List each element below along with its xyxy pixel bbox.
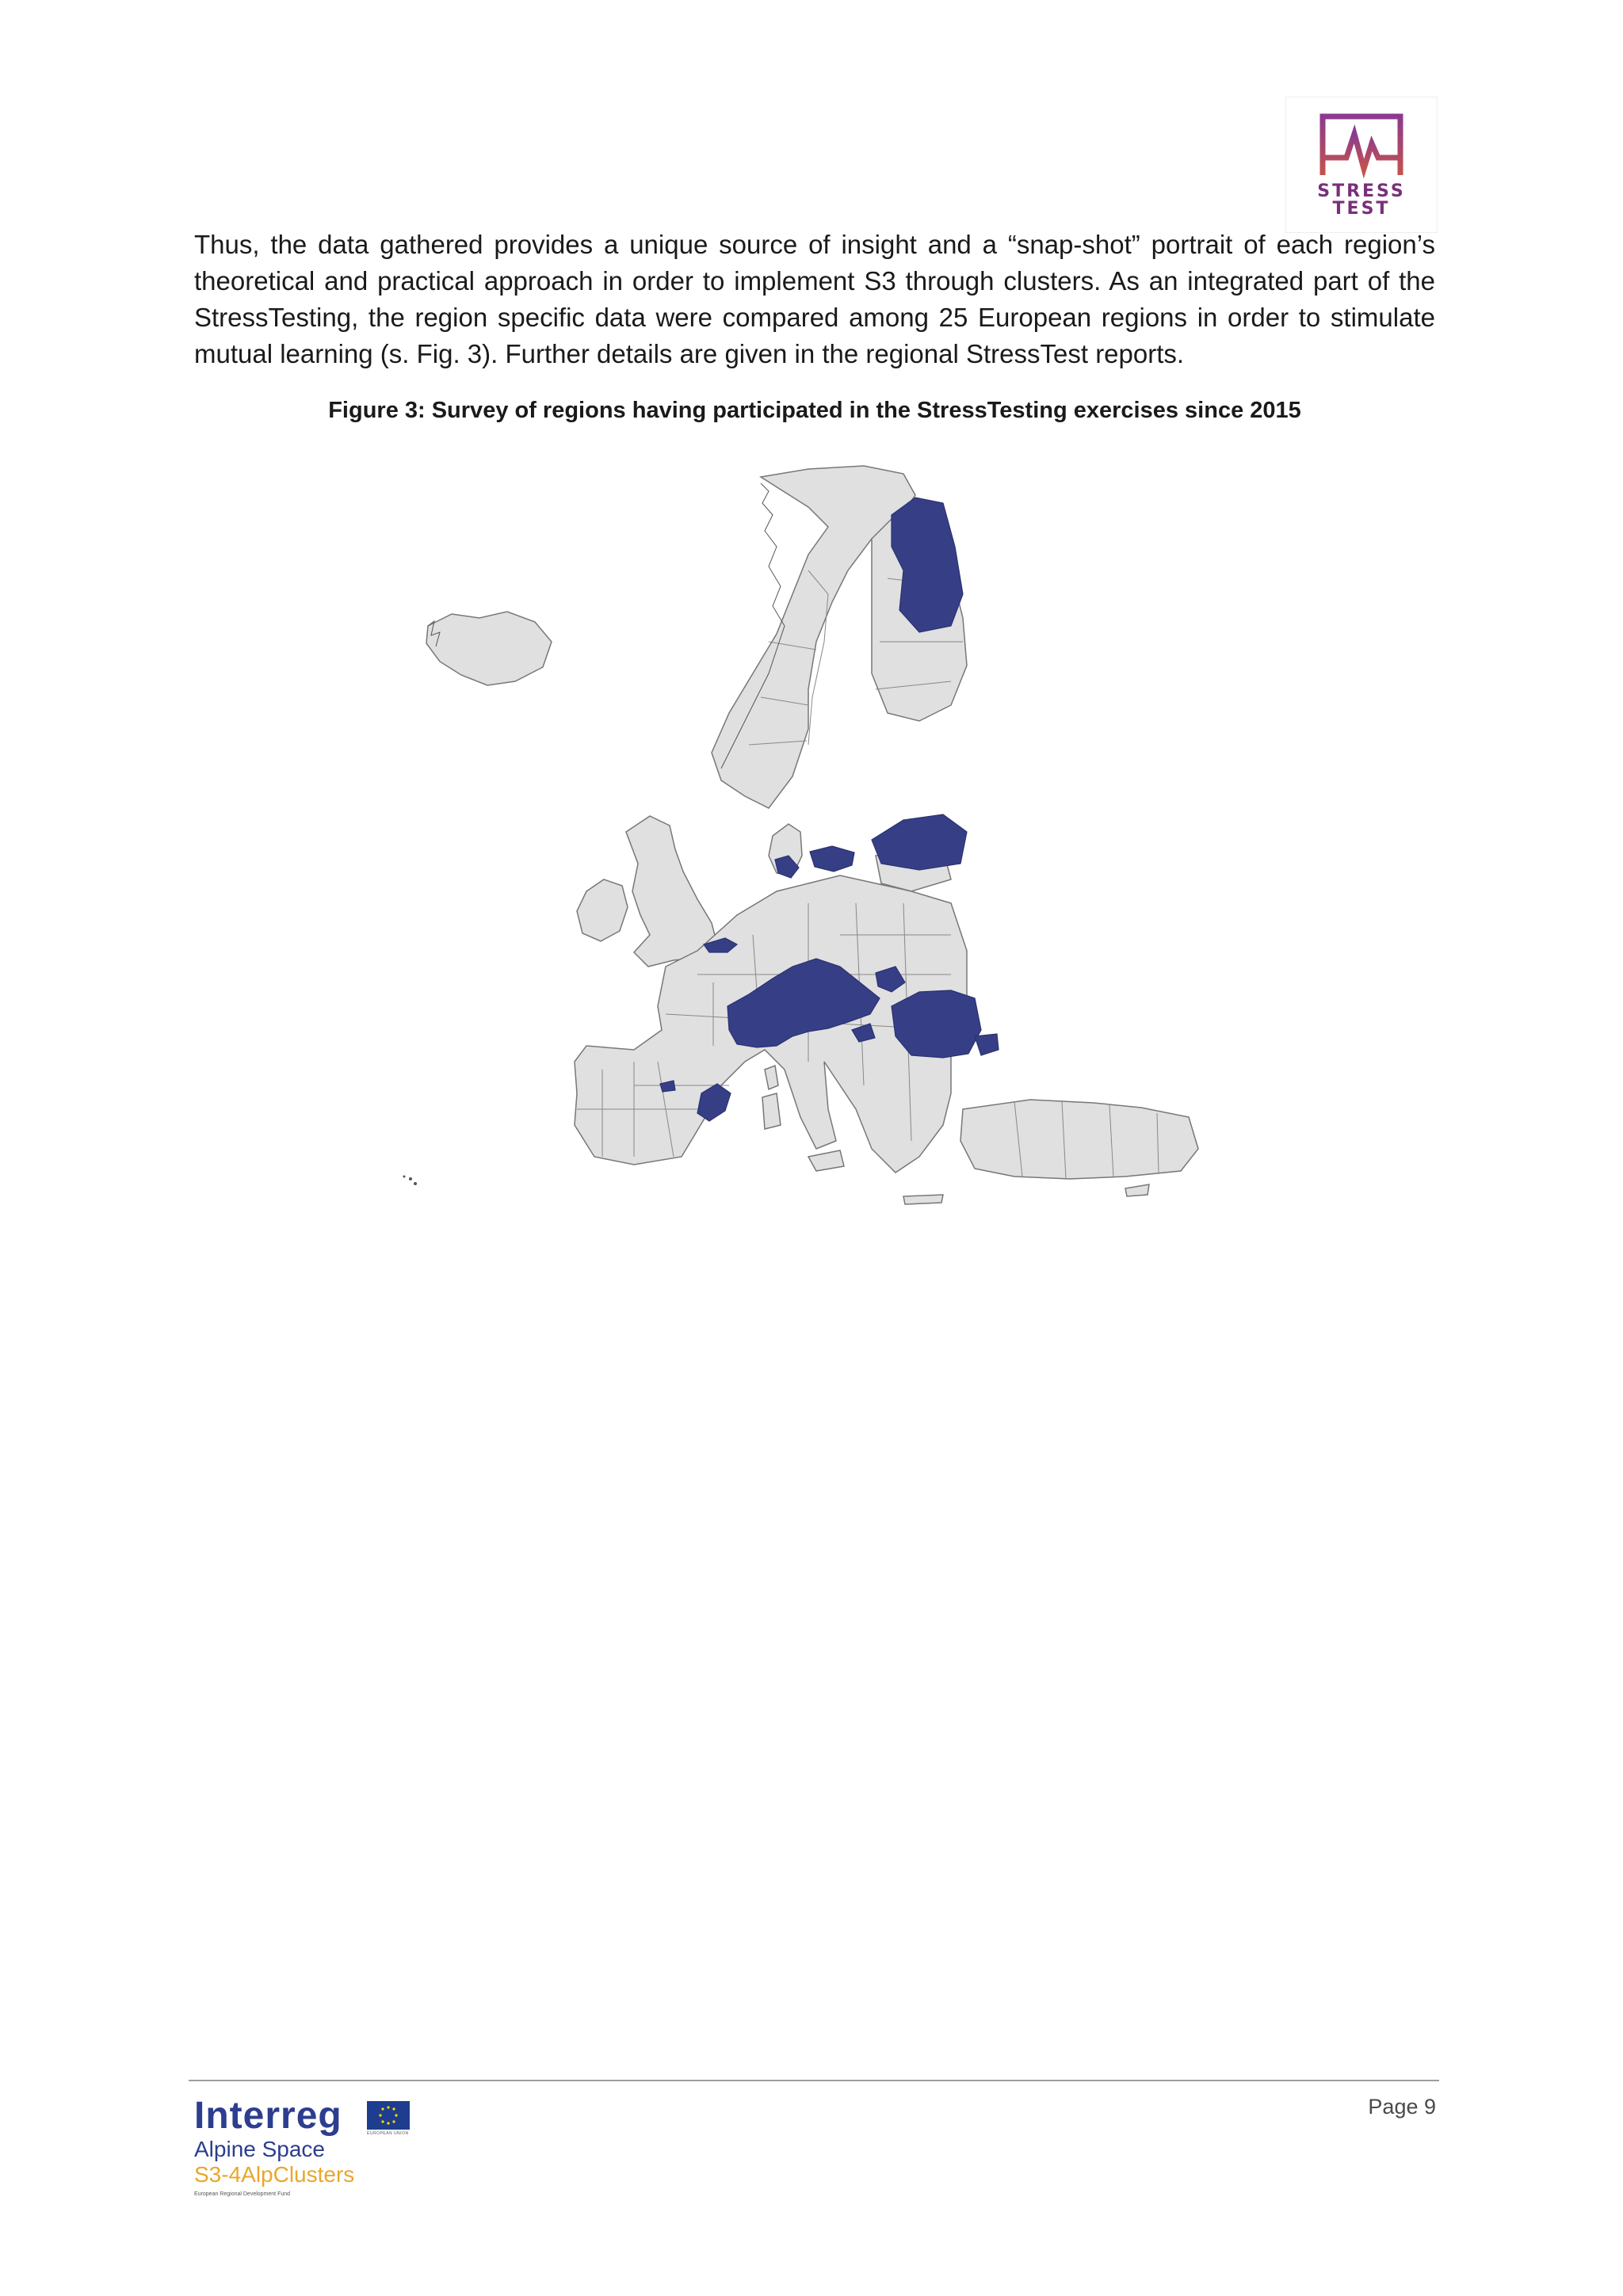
eu-flag-icon	[367, 2101, 410, 2130]
map-cyprus	[1125, 1184, 1149, 1196]
map-corsica	[765, 1066, 778, 1089]
stresstest-logo-icon	[1318, 112, 1405, 178]
interreg-logo-brand: Interreg	[194, 2095, 342, 2137]
interreg-logo-project: S3-4AlpClusters	[194, 2162, 355, 2187]
map-sicily	[808, 1150, 844, 1171]
interreg-logo	[194, 2096, 432, 2199]
region-southern-sweden	[810, 846, 854, 871]
europe-map	[396, 460, 1220, 1220]
map-turkey	[960, 1100, 1198, 1179]
region-finland-north	[892, 498, 963, 632]
map-iceland	[426, 612, 552, 685]
page-number: Page 9	[1368, 2095, 1436, 2119]
stresstest-logo-line1: STRESS	[1317, 181, 1406, 201]
region-romania-coast	[975, 1034, 999, 1055]
stresstest-logo-line2: TEST	[1332, 199, 1391, 219]
eu-label: EUROPEAN UNION	[367, 2131, 409, 2136]
region-romania	[892, 990, 981, 1058]
interreg-logo-programme: Alpine Space	[194, 2137, 326, 2161]
body-paragraph: Thus, the data gathered provides a unique source of insight and a “snap-shot” portrait of each region’s theoretical and practical approach in order to implement S3 through clusters. As an integrated part of the StressTesting, the region specific data were compared among 25 European regions in order to stimulate mutual learning (s. Fig. 3). Further details are given in the regional StressTest reports.	[194, 230, 1435, 368]
region-baltics	[872, 814, 967, 870]
map-small-islands	[403, 1176, 418, 1186]
map-ireland	[577, 879, 628, 941]
map-crete	[903, 1195, 943, 1204]
stresstest-logo	[1285, 97, 1438, 233]
footer-divider	[189, 2080, 1439, 2081]
interreg-logo-fund: European Regional Development Fund	[194, 2191, 291, 2197]
figure-caption: Figure 3: Survey of regions having participated in the StressTesting exercises since 2015	[328, 398, 1301, 423]
map-sardinia	[762, 1093, 781, 1129]
